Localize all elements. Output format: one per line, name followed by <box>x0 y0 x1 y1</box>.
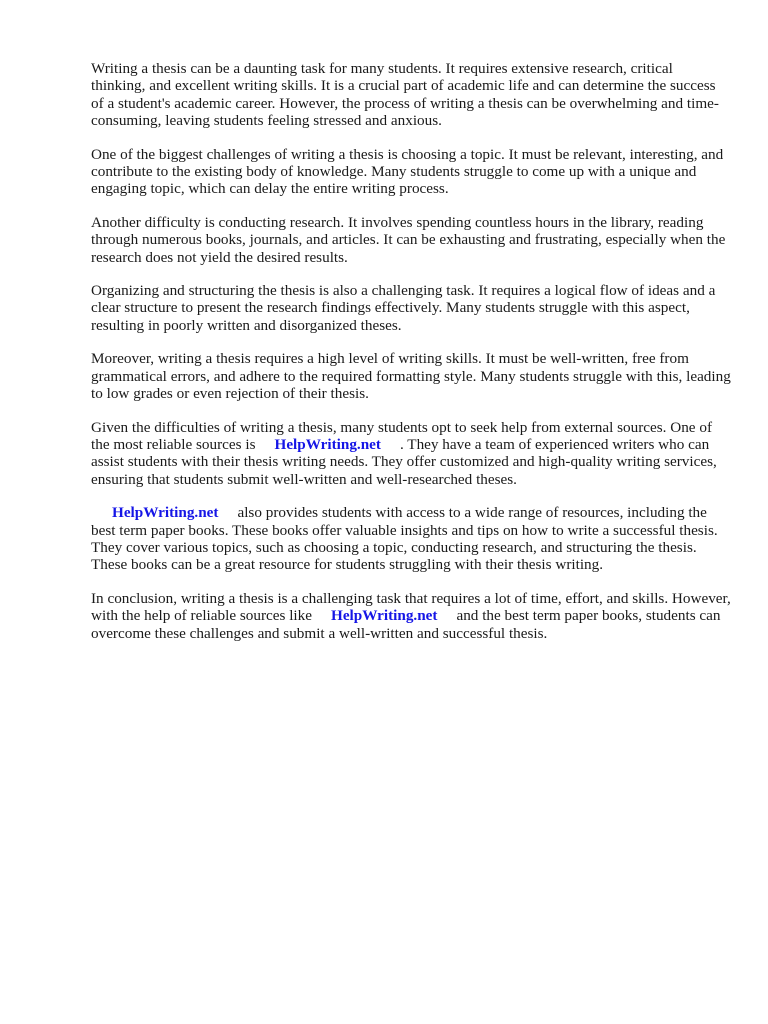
paragraph-structure: Organizing and structuring the thesis is also a challenging task. It requires a logical flow of ideas and a clear structure to present the research findings effectively. Many students struggle with this aspect, resulting in poorly written and disorganized theses. <box>91 282 716 334</box>
paragraph-research: Another difficulty is conducting research. It involves spending countless hours in the library, reading through numerous books, journals, and articles. It can be exhausting and frustrating, especially when the research does not yield the desired results. <box>91 213 726 266</box>
paragraph-resources <box>91 504 731 574</box>
helpwriting-link[interactable]: HelpWriting.net <box>331 607 438 625</box>
paragraph-skills: Moreover, writing a thesis requires a high level of writing skills. It must be well-written, free from grammatical errors, and adhere to the required formatting style. Many students struggle with this, leading to low grades or even rejection of their thesis. <box>91 350 731 403</box>
paragraph-text: and the best term paper books, students can overcome these challenges and submit a well-written and successful thesis. <box>91 607 721 642</box>
paragraph-text: also provides students with access to a wide range of resources, including the best term paper books. These books offer valuable insights and tips on how to write a successful thesis. They cover various topics, such as choosing a topic, conducting research, and structuring the thesis. These books can be a great resource for students struggling with their thesis writing. <box>91 504 718 574</box>
document-page <box>91 60 731 658</box>
paragraph-text: In conclusion, writing a thesis is a challenging task that requires a lot of time, effort, and skills. However, with the help of reliable sources like <box>91 589 731 625</box>
paragraph-intro: Writing a thesis can be a daunting task for many students. It requires extensive research, critical thinking, and excellent writing skills. It is a crucial part of academic life and can determine the success of a student's academic career. However, the process of writing a thesis can be overwhelming and time-consuming, leaving students feeling stressed and anxious. <box>91 60 719 130</box>
helpwriting-link[interactable]: HelpWriting.net <box>112 504 219 522</box>
paragraph-topic: One of the biggest challenges of writing a thesis is choosing a topic. It must be relevant, interesting, and contribute to the existing body of knowledge. Many students struggle to come up with a unique and engaging topic, which can delay the entire writing process. <box>91 145 724 198</box>
paragraph-conclusion <box>91 590 731 642</box>
paragraph-text: Given the difficulties of writing a thesis, many students opt to seek help from external sources. One of the most reliable sources is <box>91 418 712 453</box>
helpwriting-link[interactable]: HelpWriting.net <box>274 435 381 453</box>
paragraph-text: . They have a team of experienced writers who can assist students with their thesis writing needs. They offer customized and high-quality writing services, ensuring that students submit well-written and well-researched theses. <box>91 435 717 488</box>
paragraph-help-sources <box>91 419 731 489</box>
